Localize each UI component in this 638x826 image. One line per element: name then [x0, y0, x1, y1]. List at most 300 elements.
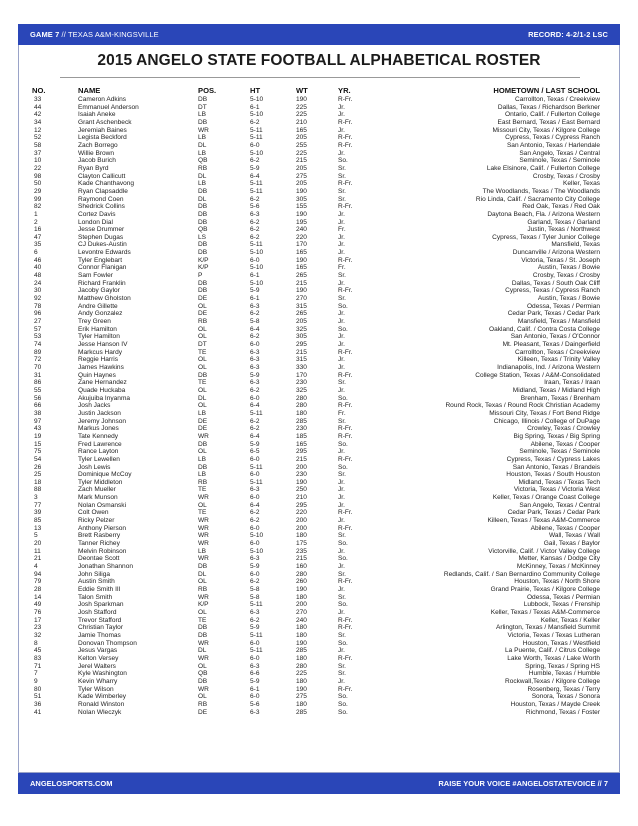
- player-year: Jr.: [338, 149, 345, 157]
- player-height: 6-2: [250, 578, 260, 586]
- player-position: DB: [198, 287, 208, 295]
- player-name: Richard Franklin: [78, 279, 126, 287]
- player-hometown: Red Oak, Texas / Red Oak: [522, 203, 600, 211]
- player-name: Mark Munson: [78, 494, 118, 502]
- player-weight: 170: [296, 241, 307, 249]
- player-weight: 215: [296, 348, 307, 356]
- player-year: Jr.: [338, 318, 345, 326]
- table-row: [32, 134, 600, 142]
- player-weight: 215: [296, 279, 307, 287]
- player-hometown: Iraan, Texas / Iraan: [544, 379, 600, 387]
- player-position: DB: [198, 203, 208, 211]
- player-name: Quin Haynes: [78, 371, 116, 379]
- player-number: 70: [34, 363, 42, 371]
- player-height: 6-4: [250, 325, 260, 333]
- player-year: Sr.: [338, 187, 347, 195]
- player-number: 40: [34, 264, 42, 272]
- player-position: OL: [198, 578, 207, 586]
- player-weight: 200: [296, 463, 307, 471]
- player-year: R-Fr.: [338, 616, 353, 624]
- player-height: 5-11: [250, 478, 263, 486]
- player-name: Fred Lawrence: [78, 440, 122, 448]
- player-position: OL: [198, 363, 207, 371]
- player-height: 6-4: [250, 432, 260, 440]
- player-hometown: Crosby, Texas / Crosby: [532, 172, 600, 180]
- table-row: [32, 663, 600, 671]
- player-name: Trevor Stafford: [78, 616, 122, 624]
- player-name: CJ Dukes-Austin: [78, 241, 127, 249]
- player-year: So.: [338, 708, 348, 716]
- player-year: Jr.: [338, 486, 345, 494]
- player-name: Brett Rasberry: [78, 532, 121, 540]
- player-position: WR: [198, 593, 209, 601]
- player-position: DB: [198, 249, 208, 257]
- player-number: 78: [34, 302, 42, 310]
- player-hometown: Mansfield, Texas: [551, 241, 600, 249]
- player-number: 7: [34, 670, 38, 678]
- table-row: [32, 540, 600, 548]
- player-hometown: Justin, Texas / Northwest: [527, 226, 600, 234]
- table-row: [32, 241, 600, 249]
- table-row: [32, 494, 600, 502]
- player-number: 76: [34, 608, 42, 616]
- player-number: 14: [34, 593, 42, 601]
- player-weight: 210: [296, 494, 307, 502]
- player-position: LB: [198, 409, 207, 417]
- player-hometown: San Angelo, Texas / Central: [519, 149, 600, 157]
- player-height: 5-9: [250, 164, 260, 172]
- player-name: Tyler Hamilton: [78, 333, 120, 341]
- table-row: [32, 287, 600, 295]
- player-name: Zach Mueller: [78, 486, 116, 494]
- player-weight: 190: [296, 96, 307, 103]
- player-name: Kade Wimberley: [78, 693, 127, 701]
- player-year: R-Fr.: [338, 287, 353, 295]
- player-year: Jr.: [338, 608, 345, 616]
- player-height: 5-11: [250, 241, 263, 249]
- player-name: James Hawkins: [78, 363, 124, 371]
- table-row: [32, 333, 600, 341]
- player-height: 6-3: [250, 708, 260, 716]
- player-height: 6-0: [250, 141, 260, 149]
- player-number: 47: [34, 233, 42, 241]
- table-row: [32, 647, 600, 655]
- player-number: 45: [34, 647, 42, 655]
- player-number: 99: [34, 195, 42, 203]
- player-hometown: Carrollton, Texas / Creekview: [514, 96, 600, 103]
- player-weight: 280: [296, 394, 307, 402]
- player-hometown: Lake Worth, Texas / Lake Worth: [507, 654, 600, 662]
- player-height: 6-3: [250, 555, 260, 563]
- player-hometown: Mansfield, Texas / Mansfield: [517, 318, 600, 326]
- table-row: [32, 349, 600, 357]
- table-row: [32, 418, 600, 426]
- player-position: LS: [198, 233, 207, 241]
- player-height: 6-0: [250, 570, 260, 578]
- player-position: DB: [198, 218, 208, 226]
- player-position: LB: [198, 547, 207, 555]
- player-height: 6-0: [250, 524, 260, 532]
- player-number: 5: [34, 532, 38, 540]
- player-year: Sr.: [338, 172, 347, 180]
- player-year: So.: [338, 463, 348, 471]
- player-number: 74: [34, 341, 42, 348]
- player-position: TE: [198, 379, 207, 387]
- player-weight: 155: [296, 203, 307, 211]
- player-height: 6-3: [250, 608, 260, 616]
- table-row: [32, 441, 600, 449]
- player-hometown: Houston, Texas / South Houston: [506, 471, 600, 479]
- player-height: 5-10: [250, 149, 264, 157]
- player-position: RB: [198, 318, 208, 326]
- player-weight: 305: [296, 195, 307, 203]
- player-number: 82: [34, 203, 42, 211]
- player-height: 5-11: [250, 126, 263, 134]
- player-number: 23: [34, 624, 42, 632]
- player-year: Jr.: [338, 494, 345, 502]
- table-row: [32, 555, 600, 563]
- player-number: 28: [34, 586, 42, 593]
- table-row: [32, 525, 600, 533]
- player-height: 5-9: [250, 287, 260, 295]
- table-row: [32, 471, 600, 479]
- player-year: Jr.: [338, 103, 345, 111]
- player-name: Kyle Washington: [78, 670, 127, 678]
- player-height: 6-2: [250, 310, 260, 318]
- table-row: [32, 272, 600, 280]
- table-row: [32, 578, 600, 586]
- team-record: RECORD: 4-2/1-2 LSC: [528, 30, 608, 39]
- table-row: [32, 701, 600, 709]
- player-hometown: Crowley, Texas / Crowley: [527, 425, 600, 433]
- player-hometown: Victoria, Texas / Victoria West: [513, 486, 600, 494]
- player-position: P: [198, 272, 203, 280]
- player-height: 5-9: [250, 563, 260, 571]
- player-hometown: The Woodlands, Texas / The Woodlands: [482, 187, 600, 195]
- player-weight: 230: [296, 471, 307, 479]
- player-name: Jacoby Gaylor: [78, 287, 120, 295]
- player-year: So.: [338, 540, 348, 548]
- player-hometown: Houston, Texas / Mayde Creek: [510, 700, 600, 708]
- player-weight: 285: [296, 647, 307, 655]
- player-name: Andy Gonzalez: [78, 310, 123, 318]
- player-position: TE: [198, 348, 207, 356]
- player-height: 6-2: [250, 195, 260, 203]
- player-number: 98: [34, 172, 42, 180]
- player-hometown: Austin, Texas / Bowie: [537, 295, 600, 303]
- player-weight: 325: [296, 386, 307, 394]
- player-height: 6-2: [250, 616, 260, 624]
- player-year: R-Fr.: [338, 524, 353, 532]
- player-height: 6-3: [250, 363, 260, 371]
- player-position: WR: [198, 685, 209, 693]
- player-height: 5-9: [250, 440, 260, 448]
- player-year: Sr.: [338, 379, 347, 387]
- player-number: 50: [34, 180, 42, 188]
- player-height: 6-1: [250, 295, 260, 303]
- player-position: WR: [198, 524, 209, 532]
- player-name: Justin Jackson: [78, 409, 121, 417]
- player-year: Fr.: [338, 264, 346, 272]
- player-name: Josh Lewis: [78, 463, 111, 471]
- player-number: 75: [34, 448, 42, 456]
- player-year: R-Fr.: [338, 348, 353, 356]
- player-year: R-Fr.: [338, 96, 353, 103]
- player-hometown: Cedar Park, Texas / Cedar Park: [507, 310, 600, 318]
- player-weight: 295: [296, 448, 307, 456]
- table-row: [32, 456, 600, 464]
- table-row: [32, 448, 600, 456]
- player-name: Matthew Gholston: [78, 295, 131, 303]
- player-number: 86: [34, 379, 42, 387]
- player-hometown: Seminole, Texas / Seminole: [519, 157, 600, 165]
- player-weight: 225: [296, 103, 307, 111]
- player-year: Jr.: [338, 310, 345, 318]
- player-weight: 205: [296, 180, 307, 188]
- player-year: R-Fr.: [338, 509, 353, 517]
- player-hometown: Brenham, Texas / Brenham: [520, 394, 600, 402]
- player-number: 25: [34, 471, 42, 479]
- player-weight: 215: [296, 157, 307, 165]
- player-number: 10: [34, 157, 42, 165]
- player-position: DE: [198, 425, 208, 433]
- player-number: 46: [34, 256, 42, 264]
- player-height: 6-3: [250, 302, 260, 310]
- player-height: 6-2: [250, 233, 260, 241]
- player-year: Sr.: [338, 164, 347, 172]
- table-row: [32, 410, 600, 418]
- table-row: [32, 310, 600, 318]
- player-number: 38: [34, 409, 42, 417]
- player-weight: 180: [296, 677, 307, 685]
- player-year: Jr.: [338, 249, 345, 257]
- player-height: 6-6: [250, 670, 260, 678]
- table-row: [32, 111, 600, 119]
- player-height: 6-2: [250, 218, 260, 226]
- table-row: [32, 150, 600, 158]
- player-height: 6-3: [250, 379, 260, 387]
- player-number: 12: [34, 126, 42, 134]
- player-hometown: Rockwall,Texas / Kilgore College: [505, 677, 600, 685]
- player-hometown: Garland, Texas / Garland: [527, 218, 600, 226]
- player-position: WR: [198, 555, 209, 563]
- player-name: Kade Chanthavong: [78, 180, 135, 188]
- player-weight: 180: [296, 532, 307, 540]
- player-year: R-Fr.: [338, 455, 353, 463]
- player-position: K/P: [198, 256, 209, 264]
- player-year: So.: [338, 157, 348, 165]
- player-height: 5-9: [250, 371, 260, 379]
- player-position: OL: [198, 302, 207, 310]
- player-name: Stephen Dugas: [78, 233, 124, 241]
- player-position: TE: [198, 616, 207, 624]
- player-hometown: Redlands, Calif. / San Bernardino Community College: [443, 570, 600, 578]
- table-row: [32, 142, 600, 150]
- player-hometown: San Antonio, Texas / O'Connor: [510, 333, 600, 341]
- player-number: 2: [34, 218, 38, 226]
- player-year: Jr.: [338, 478, 345, 486]
- table-row: [32, 548, 600, 556]
- player-hometown: Cypress, Texas / Cypress Ranch: [505, 287, 600, 295]
- player-number: 27: [34, 318, 42, 326]
- player-number: 29: [34, 187, 42, 195]
- player-height: 6-0: [250, 494, 260, 502]
- player-position: DB: [198, 118, 208, 126]
- player-name: Cameron Adkins: [78, 96, 127, 103]
- player-weight: 265: [296, 272, 307, 280]
- player-year: Jr.: [338, 363, 345, 371]
- player-hometown: College Station, Texas / A&M-Consolidated: [475, 371, 600, 379]
- player-hometown: Spring, Texas / Spring HS: [525, 662, 600, 670]
- player-number: 71: [34, 662, 42, 670]
- title-divider: [60, 77, 580, 78]
- player-year: So.: [338, 555, 348, 563]
- table-row: [32, 96, 600, 104]
- player-name: Eddie Smith III: [78, 586, 121, 593]
- player-position: WR: [198, 432, 209, 440]
- player-weight: 180: [296, 593, 307, 601]
- player-position: DE: [198, 708, 208, 716]
- player-year: Sr.: [338, 295, 347, 303]
- player-position: TE: [198, 509, 207, 517]
- player-hometown: Big Spring, Texas / Big Spring: [513, 432, 600, 440]
- player-name: Raymond Coen: [78, 195, 124, 203]
- player-position: DB: [198, 187, 208, 195]
- player-hometown: Humble, Texas / Humble: [528, 670, 600, 678]
- player-name: Levontre Edwards: [78, 249, 131, 257]
- player-hometown: Midland, Texas / Midland High: [512, 386, 600, 394]
- player-hometown: Victorville, Calif. / Victor Valley College: [488, 547, 600, 555]
- player-weight: 215: [296, 455, 307, 463]
- table-row: [32, 127, 600, 135]
- player-year: Sr.: [338, 417, 347, 425]
- table-row: [32, 119, 600, 127]
- player-weight: 240: [296, 616, 307, 624]
- player-position: DE: [198, 417, 208, 425]
- player-hometown: Odessa, Texas / Permian: [526, 302, 600, 310]
- player-hometown: San Angelo, Texas / Central: [519, 501, 600, 509]
- table-row: [32, 196, 600, 204]
- table-row: [32, 686, 600, 694]
- player-hometown: Arlington, Texas / Mansfield Summit: [496, 624, 600, 632]
- player-weight: 205: [296, 164, 307, 172]
- table-row: [32, 257, 600, 265]
- player-hometown: Round Rock, Texas / Round Rock Christian Academy: [445, 402, 600, 410]
- player-year: Jr.: [338, 677, 345, 685]
- player-name: Zane Hernandez: [78, 379, 127, 387]
- website-link[interactable]: ANGELOSPORTS.COM: [30, 779, 113, 788]
- player-year: R-Fr.: [338, 256, 353, 264]
- player-name: Jeremy Johnson: [78, 417, 127, 425]
- player-height: 5-11: [250, 463, 263, 471]
- player-name: Melvin Robinson: [78, 547, 127, 555]
- player-weight: 190: [296, 256, 307, 264]
- table-row: [32, 601, 600, 609]
- player-weight: 325: [296, 325, 307, 333]
- player-height: 5-9: [250, 624, 260, 632]
- player-height: 6-3: [250, 486, 260, 494]
- player-hometown: Sonora, Texas / Sonora: [531, 693, 600, 701]
- header-separator: //: [59, 30, 68, 39]
- player-weight: 280: [296, 662, 307, 670]
- player-position: DB: [198, 463, 208, 471]
- player-year: R-Fr.: [338, 180, 353, 188]
- player-year: Fr.: [338, 409, 346, 417]
- table-row: [32, 157, 600, 165]
- col-header-height: HT: [250, 86, 261, 95]
- player-year: Sr.: [338, 272, 347, 280]
- player-position: OL: [198, 693, 207, 701]
- player-position: DT: [198, 341, 207, 348]
- player-weight: 180: [296, 624, 307, 632]
- player-weight: 285: [296, 417, 307, 425]
- player-number: 26: [34, 463, 42, 471]
- player-weight: 190: [296, 478, 307, 486]
- roster-table: [32, 85, 600, 716]
- bottom-banner: [18, 773, 620, 794]
- player-name: Jesse Hanson IV: [78, 341, 128, 348]
- player-year: Jr.: [338, 501, 345, 509]
- table-row: [32, 479, 600, 487]
- table-row: [32, 180, 600, 188]
- col-header-weight: WT: [296, 86, 308, 95]
- player-hometown: East Bernard, Texas / East Bernard: [497, 118, 600, 126]
- player-hometown: McKinney, Texas / McKinney: [516, 563, 600, 571]
- player-hometown: Killeen, Texas / Texas A&M-Commerce: [487, 517, 600, 525]
- player-position: OL: [198, 325, 207, 333]
- player-weight: 200: [296, 601, 307, 609]
- player-name: Dominique McCoy: [78, 471, 132, 479]
- player-position: RB: [198, 700, 208, 708]
- player-name: Donovan Thompson: [78, 639, 137, 647]
- player-number: 15: [34, 440, 42, 448]
- player-weight: 295: [296, 501, 307, 509]
- player-year: Fr.: [338, 226, 346, 234]
- player-hometown: Metter, Kansas / Dodge City: [518, 555, 600, 563]
- player-number: 48: [34, 272, 42, 280]
- opponent-name: TEXAS A&M-KINGSVILLE: [67, 30, 159, 39]
- player-position: LB: [198, 134, 207, 142]
- player-number: 92: [34, 295, 42, 303]
- game-info: [30, 30, 159, 39]
- player-height: 6-2: [250, 157, 260, 165]
- player-number: 41: [34, 708, 42, 716]
- player-name: Akujuiba Inyanma: [78, 394, 131, 402]
- player-year: Jr.: [338, 111, 345, 119]
- player-hometown: Midland, Texas / Texas Tech: [518, 478, 600, 486]
- player-hometown: Mt. Pleasant, Texas / Daingerfield: [502, 341, 600, 348]
- table-row: [32, 364, 600, 372]
- player-height: 5-10: [250, 111, 264, 119]
- col-header-number: NO.: [32, 86, 46, 95]
- player-year: So.: [338, 601, 348, 609]
- player-hometown: Lubbock, Texas / Frenship: [523, 601, 600, 609]
- roster-body: [32, 96, 600, 716]
- player-year: Jr.: [338, 586, 345, 593]
- player-height: 6-0: [250, 394, 260, 402]
- player-number: 37: [34, 149, 42, 157]
- player-number: 97: [34, 417, 42, 425]
- player-number: 57: [34, 325, 42, 333]
- player-name: Connor Flanigan: [78, 264, 127, 272]
- player-name: Quade Huckaba: [78, 386, 126, 394]
- player-year: Jr.: [338, 517, 345, 525]
- player-weight: 215: [296, 555, 307, 563]
- game-number: GAME 7: [30, 30, 60, 39]
- player-weight: 160: [296, 563, 307, 571]
- player-hometown: Missouri City, Texas / Kilgore College: [492, 126, 600, 134]
- player-name: Isaiah Aneke: [78, 111, 116, 119]
